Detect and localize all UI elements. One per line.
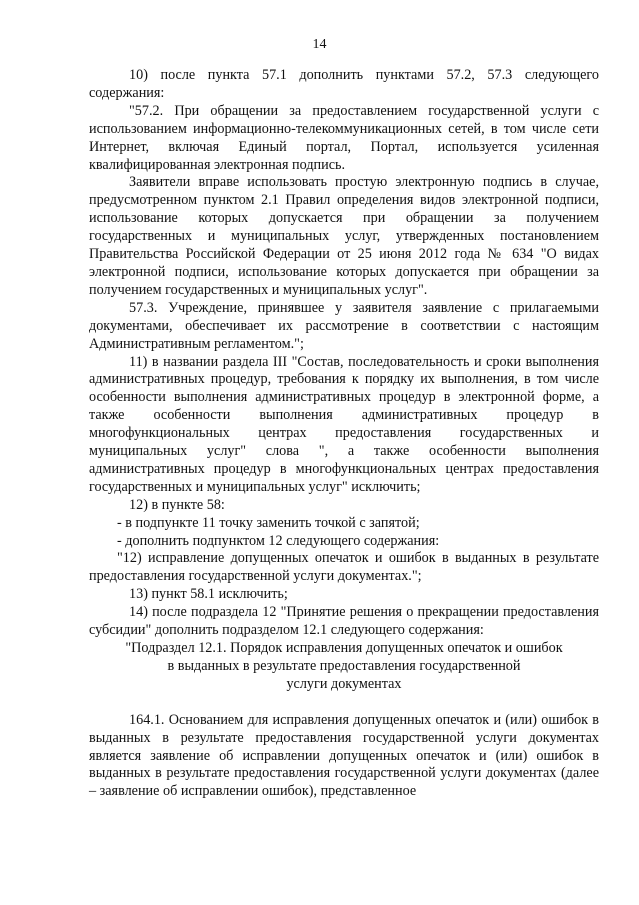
- paragraph-item-10: 10) после пункта 57.1 дополнить пунктами 57.2, 57.3 следующего содержания:: [89, 67, 599, 101]
- paragraph-subitem-11: - в подпункте 11 точку заменить точкой с запятой;: [117, 514, 420, 531]
- paragraph-item-14: 14) после подраздела 12 "Принятие решения о прекращении предоставления субсидии" дополнить подразделом 12.1 следующего содержания:: [89, 604, 599, 639]
- paragraph-item-12: 12) в пункте 58:: [129, 496, 225, 513]
- paragraph-item-11: 11) в названии раздела III "Состав, последовательность и сроки выполнения административных процедур, требования к порядку их выполнения, в том числе особенности выполнения административных процедур в электронной форме, а также особенности выполнения административных процедур в многофункциональных центрах предоставления государственных и муниципальных услуг" слова ", а также особенности выполнения административных процедур в многофункциональных центрах предоставления государственных и муниципальных услуг" исключить;: [89, 353, 599, 495]
- paragraph-item-13: 13) пункт 58.1 исключить;: [129, 586, 288, 603]
- paragraph-164-1: 164.1. Основанием для исправления допущенных опечаток и (или) ошибок в выданных в результате предоставления государственной услуги документах является заявление об исправлении допущенных опечаток и (или) ошибок в выданных в результате предоставления государственной услуги документах (далее – заявление об исправлении ошибок), представленное: [89, 711, 599, 800]
- paragraph-quote-12: "12) исправление допущенных опечаток и ошибок в выданных в результате предоставления государственной услуги документах.";: [89, 550, 599, 585]
- heading-line: услуги документах: [286, 675, 402, 692]
- heading-line: "Подраздел 12.1. Порядок исправления допущенных опечаток и ошибок: [125, 640, 563, 656]
- paragraph-subitem-12: - дополнить подпунктом 12 следующего содержания:: [117, 532, 440, 549]
- subsection-heading: [79, 640, 609, 694]
- document-body: [89, 67, 599, 801]
- paragraph-57-3: 57.3. Учреждение, принявшее у заявителя заявление с прилагаемыми документами, обеспечивает их рассмотрение в соответствии с настоящим Административным регламентом.";: [89, 299, 599, 352]
- page-number: 14: [312, 37, 327, 52]
- heading-line: в выданных в результате предоставления государственной: [167, 657, 521, 674]
- paragraph-simple-signature: Заявители вправе использовать простую электронную подпись в случае, предусмотренном пунктом 2.1 Правил определения видов электронной подписи, использование которых допускается при обращении за получением государственных и муниципальных услуг, утвержденных постановлением Правительства Российской Федерации от 25 июня 2012 года № 634 "О видах электронной подписи, использование которых допускается при обращении за получением государственных и муниципальных услуг".: [89, 174, 599, 298]
- paragraph-57-2: "57.2. При обращении за предоставлением государственной услуги с использованием информационно-телекоммуникационных сетей, в том числе сети Интернет, включая Единый портал, Портал, используется усиленная квалифицированная электронная подпись.: [89, 102, 599, 173]
